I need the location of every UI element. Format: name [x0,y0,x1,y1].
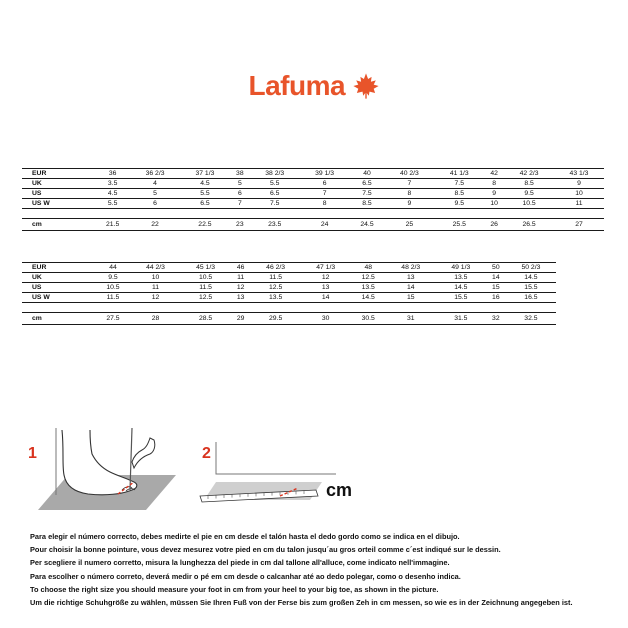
size-cell: 46 [231,263,251,273]
size-cell: 23 [230,219,250,231]
size-cell: 28.5 [181,313,231,325]
size-cell: 7.5 [350,189,385,199]
size-cell: 25.5 [434,219,484,231]
size-cell: 22 [130,219,180,231]
size-cell: 12.5 [251,283,301,293]
maple-leaf-icon [352,72,380,100]
size-cell: 45 1/3 [181,263,231,273]
size-cell: 13 [386,273,436,283]
size-cell: 47 1/3 [301,263,351,273]
size-cell: 42 [484,169,504,179]
size-cell: 26 [484,219,504,231]
table-row-eur [22,169,604,179]
size-cell: 48 2/3 [386,263,436,273]
size-cell: 44 [95,263,130,273]
size-cell: 5.5 [95,199,130,209]
row-label: cm [22,313,95,325]
size-cell: 8 [384,189,434,199]
size-cell: 8 [300,199,350,209]
row-label: UK [22,179,95,189]
size-cell: 12 [301,273,351,283]
row-label: US [22,283,95,293]
size-cell: 11.5 [251,273,301,283]
table-row-uk [22,273,556,283]
size-cell: 32 [486,313,506,325]
size-cell: 13 [231,293,251,303]
size-cell: 6.5 [180,199,230,209]
size-table-1 [22,168,604,231]
size-cell: 15.5 [506,283,556,293]
size-cell: 11 [231,273,251,283]
size-cell: 15.5 [436,293,486,303]
size-cell: 39 1/3 [300,169,350,179]
table-row-cm [22,219,604,231]
size-cell: 5 [130,189,180,199]
size-cell: 38 [230,169,250,179]
size-cell: 5.5 [180,189,230,199]
size-cell: 43 1/3 [554,169,604,179]
size-cell: 7 [300,189,350,199]
size-cell: 9.5 [504,189,554,199]
size-cell: 49 1/3 [436,263,486,273]
size-cell: 32.5 [506,313,556,325]
size-cell: 12 [231,283,251,293]
size-cell: 8.5 [350,199,385,209]
row-label: UK [22,273,95,283]
size-cell: 31 [386,313,436,325]
brand-logo [0,70,628,104]
size-cell: 9 [554,179,604,189]
instruction-en: To choose the right size you should measure your foot in cm from your heel to your big toe, as shown in the picture. [30,584,439,594]
size-cell: 6.5 [250,189,300,199]
size-cell: 13 [301,283,351,293]
size-cell: 7.5 [250,199,300,209]
brand-name: Lafuma [248,70,346,101]
size-cell: 14.5 [436,283,486,293]
foot-icon [62,430,137,495]
table-row-cm [22,313,556,325]
size-cell: 14 [301,293,351,303]
size-cell: 29.5 [251,313,301,325]
size-cell: 8 [484,179,504,189]
size-cell: 7.5 [434,179,484,189]
step-2-number: 2 [202,445,211,462]
size-cell: 13.5 [351,283,386,293]
size-cell: 3.5 [95,179,130,189]
size-cell: 36 [95,169,130,179]
size-cell: 14.5 [351,293,386,303]
size-cell: 13.5 [251,293,301,303]
size-cell: 40 2/3 [384,169,434,179]
row-label: US [22,189,95,199]
size-cell: 11.5 [181,283,231,293]
size-cell: 11 [131,283,181,293]
size-cell: 36 2/3 [130,169,180,179]
unit-label: cm [326,480,353,500]
table-row-uk [22,179,604,189]
size-cell: 24.5 [350,219,385,231]
row-label: US W [22,293,95,303]
size-cell: 7 [384,179,434,189]
size-cell: 10 [554,189,604,199]
size-cell: 9 [484,189,504,199]
size-cell: 41 1/3 [434,169,484,179]
row-label: EUR [22,169,95,179]
size-cell: 26.5 [504,219,554,231]
instruction-de: Um die richtige Schuhgröße zu wählen, müssen Sie Ihren Fuß von der Ferse bis zum großen Zeh in cm messen, so wie es in der Zeichnung angegeben ist. [30,598,573,608]
hand-icon [132,438,155,468]
size-cell: 11 [554,199,604,209]
table-row-us [22,189,604,199]
size-cell: 9.5 [95,273,130,283]
instruction-pt: Para escolher o número correto, deverá medir o pé em cm desde o calcanhar até ao dedo polegar, como o desenho indica. [30,571,461,581]
size-cell: 21.5 [95,219,130,231]
size-cell: 14.5 [506,273,556,283]
size-cell: 50 2/3 [506,263,556,273]
size-cell: 16.5 [506,293,556,303]
size-cell: 42 2/3 [504,169,554,179]
size-cell: 16 [486,293,506,303]
size-cell: 11.5 [95,293,130,303]
row-label: US W [22,199,95,209]
size-cell: 4.5 [180,179,230,189]
table-row-us [22,283,556,293]
size-cell: 28 [131,313,181,325]
table-row-us-w [22,293,556,303]
size-cell: 10.5 [181,273,231,283]
table-row-us-w [22,199,604,209]
size-cell: 8.5 [504,179,554,189]
size-cell: 13.5 [436,273,486,283]
table-spacer-row [22,209,604,219]
size-cell: 4.5 [95,189,130,199]
size-cell: 46 2/3 [251,263,301,273]
table-spacer-row [22,303,556,313]
size-cell: 6 [130,199,180,209]
size-cell: 29 [231,313,251,325]
size-cell: 7 [230,199,250,209]
instruction-fr: Pour choisir la bonne pointure, vous devez mesurez votre pied en cm du talon jusqu´au gros orteil comme c´est indiqué sur le dessin. [30,545,501,555]
size-cell: 9.5 [434,199,484,209]
size-cell: 22.5 [180,219,230,231]
size-cell: 6 [300,179,350,189]
size-cell: 48 [351,263,386,273]
size-cell: 30.5 [351,313,386,325]
instructions-block [30,530,620,609]
row-label: EUR [22,263,95,273]
size-cell: 12.5 [181,293,231,303]
size-cell: 9 [384,199,434,209]
foot-measuring-illustration [26,420,366,520]
size-table-2 [22,262,556,325]
size-cell: 4 [130,179,180,189]
size-cell: 10.5 [95,283,130,293]
size-cell: 27.5 [95,313,130,325]
size-cell: 14 [486,273,506,283]
size-cell: 25 [384,219,434,231]
table-row-eur [22,263,556,273]
row-label: cm [22,219,95,231]
size-cell: 14 [386,283,436,293]
wall-corner [216,442,336,474]
size-cell: 6.5 [350,179,385,189]
size-cell: 44 2/3 [131,263,181,273]
size-cell: 30 [301,313,351,325]
size-cell: 10 [131,273,181,283]
size-cell: 6 [230,189,250,199]
size-cell: 31.5 [436,313,486,325]
size-cell: 37 1/3 [180,169,230,179]
size-cell: 24 [300,219,350,231]
size-cell: 15 [486,283,506,293]
size-cell: 10 [484,199,504,209]
size-cell: 5.5 [250,179,300,189]
size-cell: 50 [486,263,506,273]
size-cell: 10.5 [504,199,554,209]
size-cell: 12.5 [351,273,386,283]
step-1-number: 1 [28,445,37,462]
size-cell: 12 [131,293,181,303]
size-cell: 15 [386,293,436,303]
size-cell: 40 [350,169,385,179]
size-cell: 27 [554,219,604,231]
instruction-es: Para elegir el número correcto, debes medirte el pie en cm desde el talón hasta el dedo gordo como se indica en el dibujo. [30,532,460,541]
size-cell: 23.5 [250,219,300,231]
size-cell: 38 2/3 [250,169,300,179]
size-cell: 5 [230,179,250,189]
instruction-it: Per scegliere il numero corretto, misura la lunghezza del piede in cm dal tallone all'alluce, come indicato nell'immagine. [30,558,450,568]
size-cell: 8.5 [434,189,484,199]
